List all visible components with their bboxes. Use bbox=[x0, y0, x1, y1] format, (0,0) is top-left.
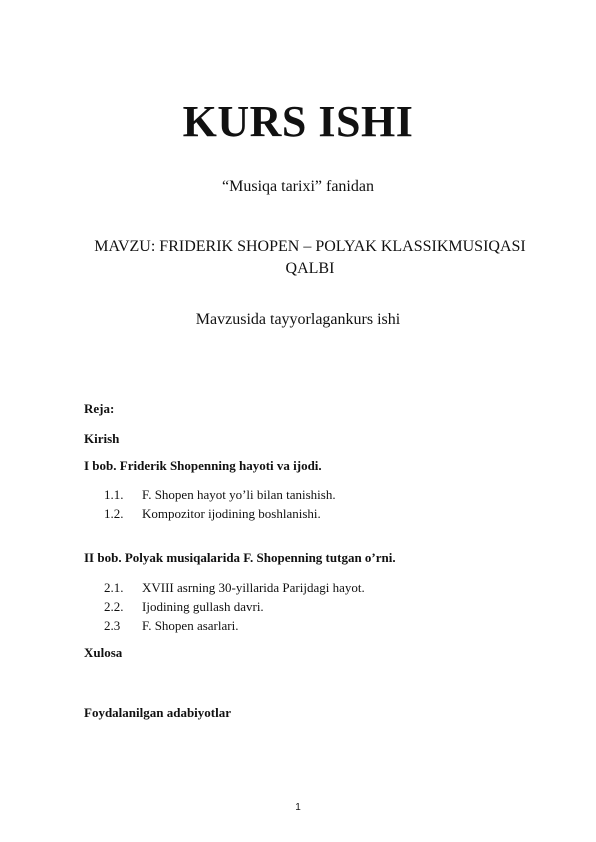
intro-heading: Kirish bbox=[84, 431, 120, 446]
toc-item-text: XVIII asrning 30-yillarida Parijdagi hayot. bbox=[142, 580, 365, 595]
chapter1-heading: I bob. Friderik Shopenning hayoti va ijodi. bbox=[84, 458, 322, 473]
toc-item-text: Ijodining gullash davri. bbox=[142, 599, 264, 614]
chapter2-heading: II bob. Polyak musiqalarida F. Shopenning tutgan o’rni. bbox=[84, 550, 396, 565]
toc-item-number: 2.3 bbox=[104, 618, 121, 633]
toc-item bbox=[104, 618, 238, 634]
page-number: 1 bbox=[295, 802, 301, 813]
references-heading: Foydalanilgan adabiyotlar bbox=[84, 705, 231, 720]
toc-item bbox=[104, 487, 336, 503]
toc-item-number: 1.1. bbox=[104, 487, 124, 502]
toc-item-number: 1.2. bbox=[104, 506, 124, 521]
toc-item-text: F. Shopen hayot yo’li bilan tanishish. bbox=[142, 487, 336, 502]
conclusion-heading: Xulosa bbox=[84, 645, 123, 660]
toc-item bbox=[104, 599, 264, 615]
toc-item bbox=[104, 580, 365, 596]
plan-label: Reja: bbox=[84, 401, 115, 416]
toc-item-number: 2.2. bbox=[104, 599, 124, 614]
prepared-line: Mavzusida tayyorlagankurs ishi bbox=[195, 311, 401, 328]
topic-line: MAVZU: FRIDERIK SHOPEN – POLYAK KLASSIKMUSIQASI QALBI bbox=[94, 238, 526, 277]
toc-item-text: Kompozitor ijodining boshlanishi. bbox=[142, 506, 321, 521]
toc-item bbox=[104, 506, 321, 522]
document-title: KURS ISHI bbox=[182, 97, 414, 146]
toc-item-text: F. Shopen asarlari. bbox=[142, 618, 239, 633]
subject-line: “Musiqa tarixi” fanidan bbox=[222, 178, 374, 195]
toc-item-number: 2.1. bbox=[104, 580, 124, 595]
